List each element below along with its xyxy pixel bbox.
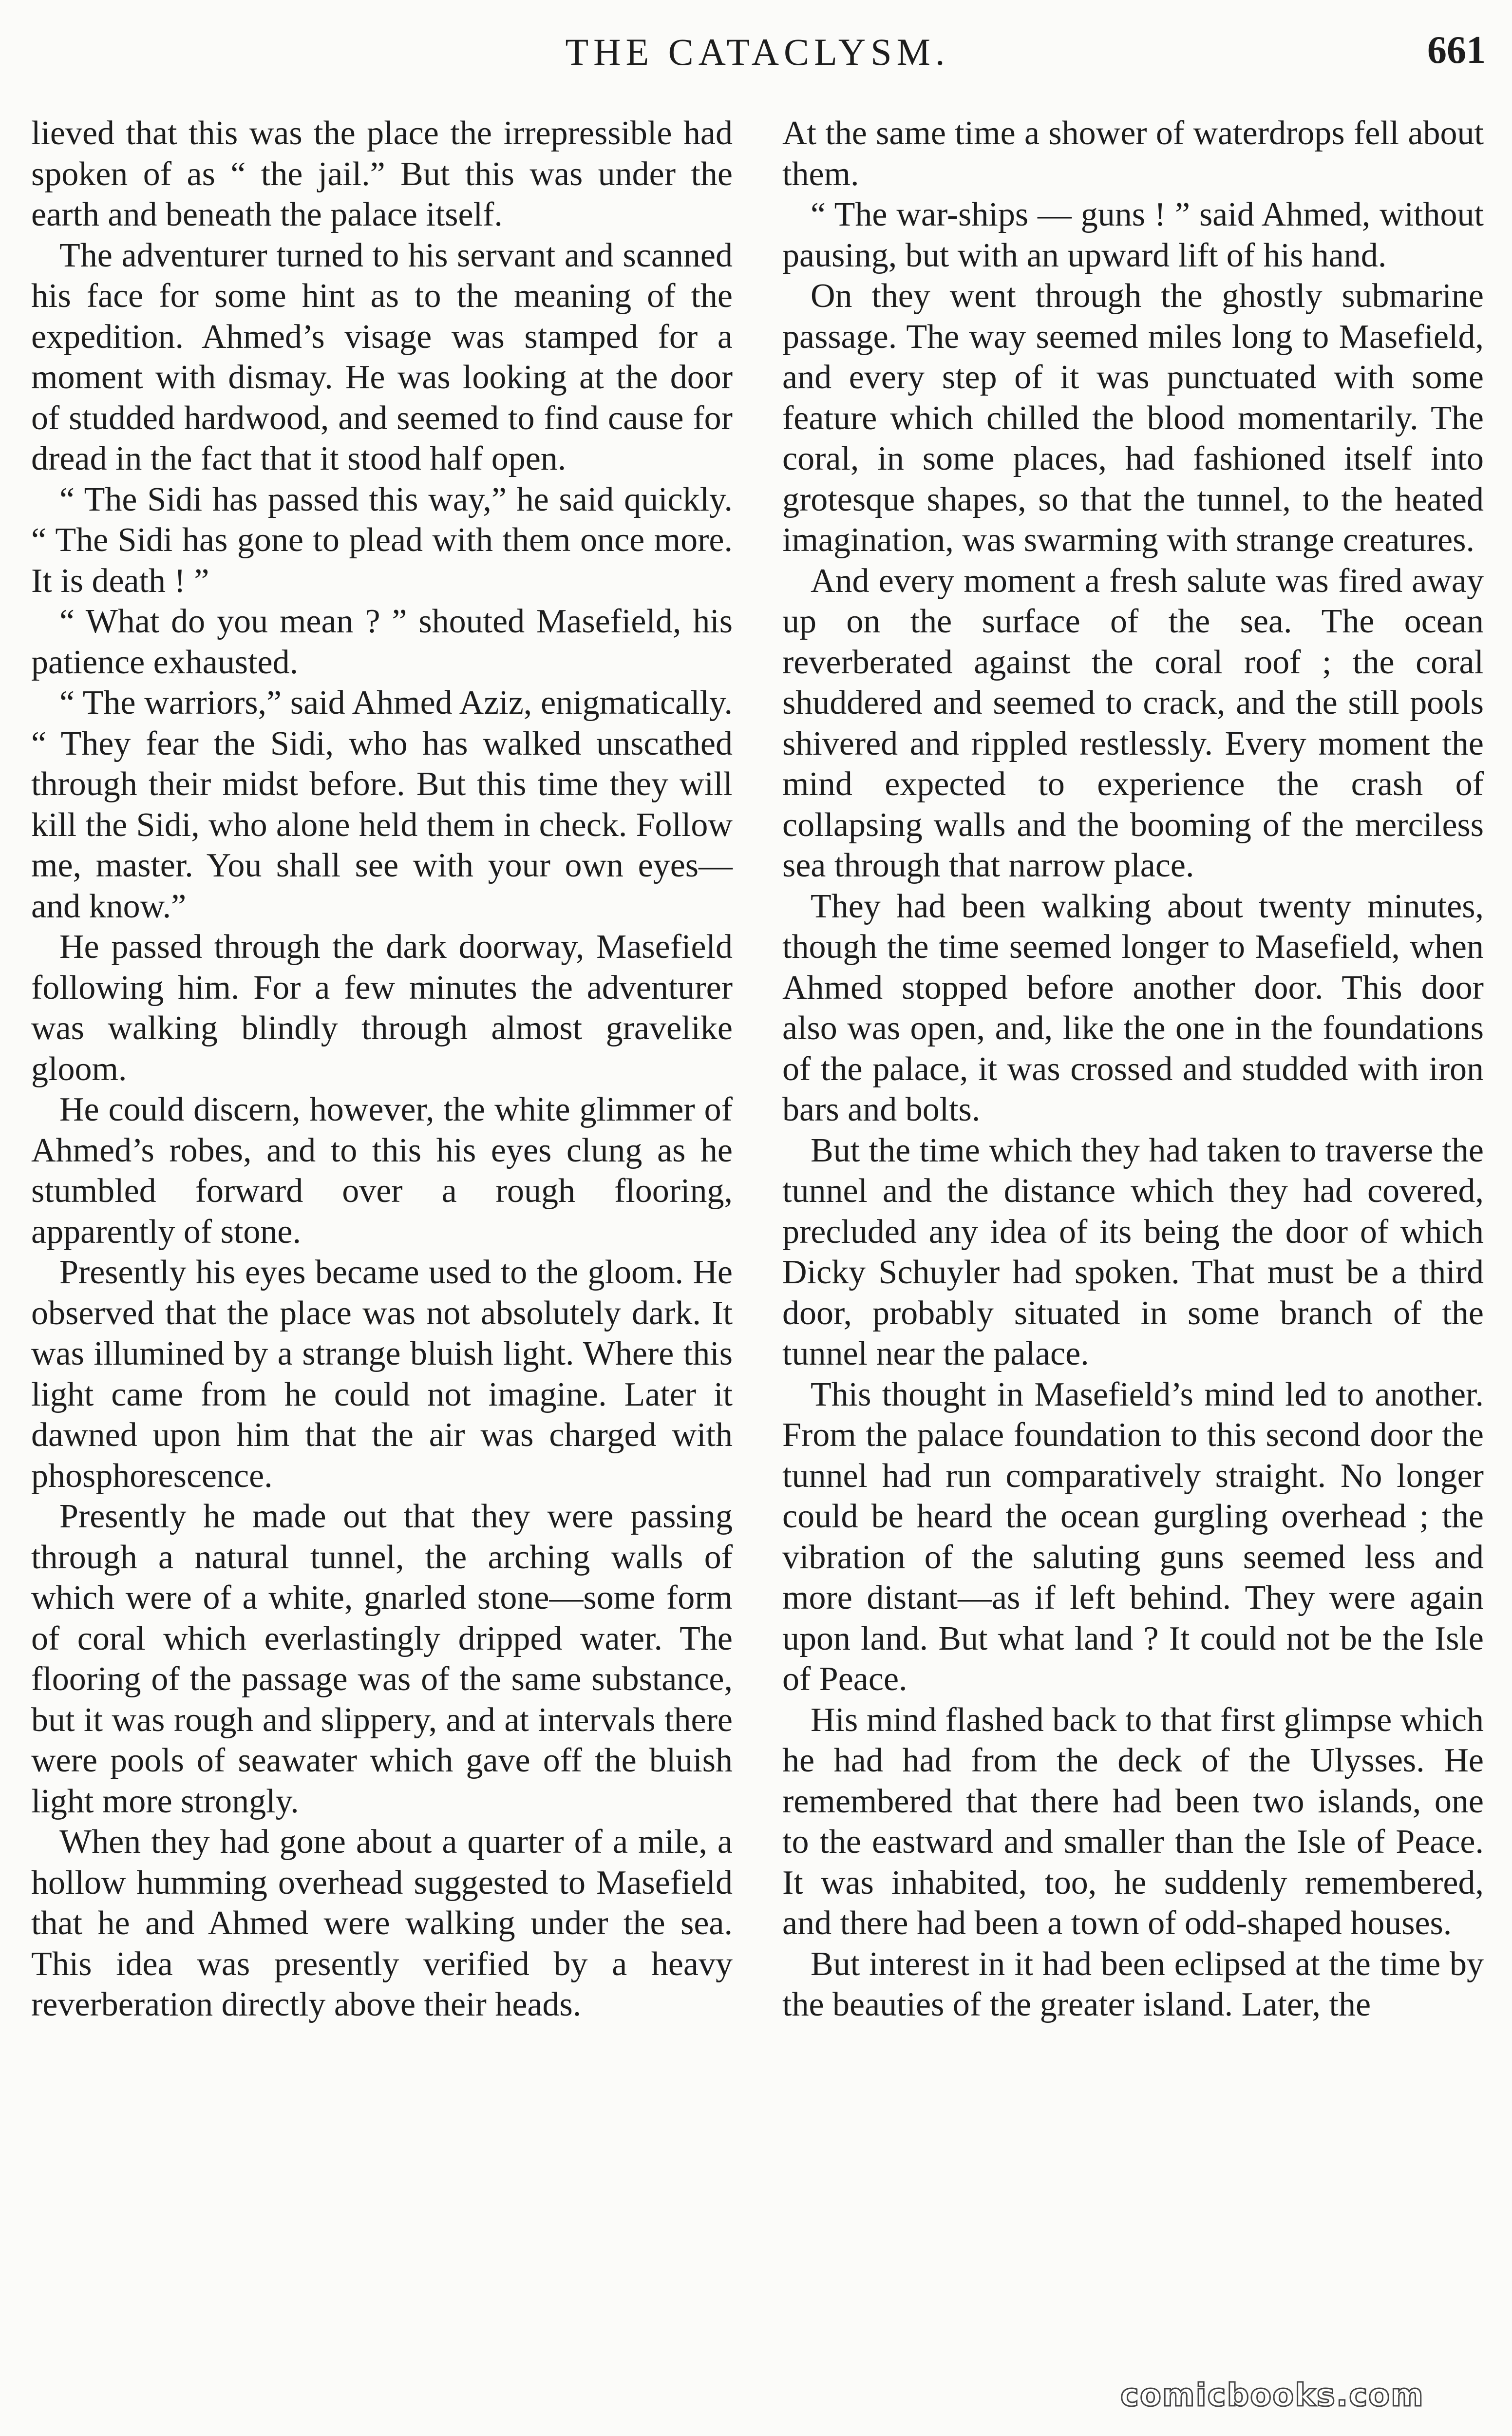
paragraph: Presently he made out that they were passing through a natural tunnel, the arching walls of which were of a white, gnarled stone—some form of coral which everlastingly dripped water. The flooring of the passage was of the same substance, but it was rough and slippery, and at intervals there were pools of seawater which gave off the bluish light more strongly. — [31, 1498, 733, 1820]
paragraph: Presently his eyes became used to the gloom. He observed that the place was not absolutely dark. It was illumined by a strange bluish light. Where this light came from he could not imagine. Later it dawned upon him that the air was charged with phosphorescence. — [31, 1254, 733, 1495]
paragraph: The adventurer turned to his servant and scanned his face for some hint as to the meaning of the expedition. Ahmed’s visage was stamped for a moment with dismay. He was looking at the door of studded hardwood, and seemed to find cause for dread in the fact that it stood half open. — [31, 236, 733, 477]
watermark: comicbooks.com — [1120, 2378, 1424, 2414]
paragraph: His mind flashed back to that first glimpse which he had had from the deck of the Ulysses. He remembered that there had been two islands, one to the eastward and smaller than the Isle of Peace. It was inhabited, too, he suddenly remembered, and there had been a town of odd-shaped houses. — [782, 1701, 1484, 1942]
paragraph: He could discern, however, the white glimmer of Ahmed’s robes, and to this his eyes clung as he stumbled forward over a rough flooring, apparently of stone. — [31, 1091, 733, 1251]
paragraph: lieved that this was the place the irrepressible had spoken of as “ the jail.” But this was under the earth and beneath the palace itself. — [31, 114, 733, 233]
paragraph: And every moment a fresh salute was fired away up on the surface of the sea. The ocean reverberated against the coral roof ; the coral shuddered and seemed to crack, and the still pools shivered and rippled restlessly. Every moment the mind expected to experience the crash of collapsing walls and the booming of the merciless sea through that narrow place. — [782, 562, 1484, 884]
paragraph: This thought in Masefield’s mind led to another. From the palace foundation to this second door the tunnel had run comparatively straight. No longer could be heard the ocean gurgling overhead ; the vibration of the saluting guns seemed less and more distant—as if left behind. They were again upon land. But what land ? It could not be the Isle of Peace. — [782, 1375, 1484, 1698]
paragraph: But interest in it had been eclipsed at the time by the beauties of the greater island. Later, the — [782, 1945, 1484, 2023]
paragraph: At the same time a shower of waterdrops fell about them. — [782, 114, 1484, 193]
paragraph: On they went through the ghostly submarine passage. The way seemed miles long to Masefield, and every step of it was punctuated with some feature which chilled the blood momentarily. The coral, in some places, had fashioned itself into grotesque shapes, so that the tunnel, to the heated imagination, was swarming with strange creatures. — [782, 277, 1484, 559]
paragraph: He passed through the dark doorway, Masefield following him. For a few minutes the adventurer was walking blindly through almost gravelike gloom. — [31, 928, 733, 1088]
running-title: THE CATACLYSM. — [565, 31, 950, 73]
paragraph: “ What do you mean ? ” shouted Masefield, his patience exhausted. — [31, 603, 733, 681]
paragraph: They had been walking about twenty minutes, though the time seemed longer to Masefield, when Ahmed stopped before another door. This door also was open, and, like the one in the foundations of the palace, it was crossed and studded with iron bars and bolts. — [782, 887, 1484, 1128]
paragraph: When they had gone about a quarter of a mile, a hollow humming overhead suggested to Masefield that he and Ahmed were walking under the sea. This idea was presently verified by a heavy reverberation directly above their heads. — [31, 1823, 733, 2023]
paragraph: “ The warriors,” said Ahmed Aziz, enigmatically. “ They fear the Sidi, who has walked unscathed through their midst before. But this time they will kill the Sidi, who alone held them in check. Follow me, master. You shall see with your own eyes—and know.” — [31, 684, 733, 925]
left-column — [31, 113, 733, 2025]
paragraph: “ The war-ships — guns ! ” said Ahmed, without pausing, but with an upward lift of his hand. — [782, 196, 1484, 274]
page-header — [29, 25, 1486, 84]
page-number: 661 — [1427, 29, 1486, 72]
right-column — [782, 113, 1484, 2025]
paragraph: “ The Sidi has passed this way,” he said quickly. “ The Sidi has gone to plead with them once more. It is death ! ” — [31, 480, 733, 600]
paragraph: But the time which they had taken to traverse the tunnel and the distance which they had covered, precluded any idea of its being the door of which Dicky Schuyler had spoken. That must be a third door, probably situated in some branch of the tunnel near the palace. — [782, 1131, 1484, 1372]
